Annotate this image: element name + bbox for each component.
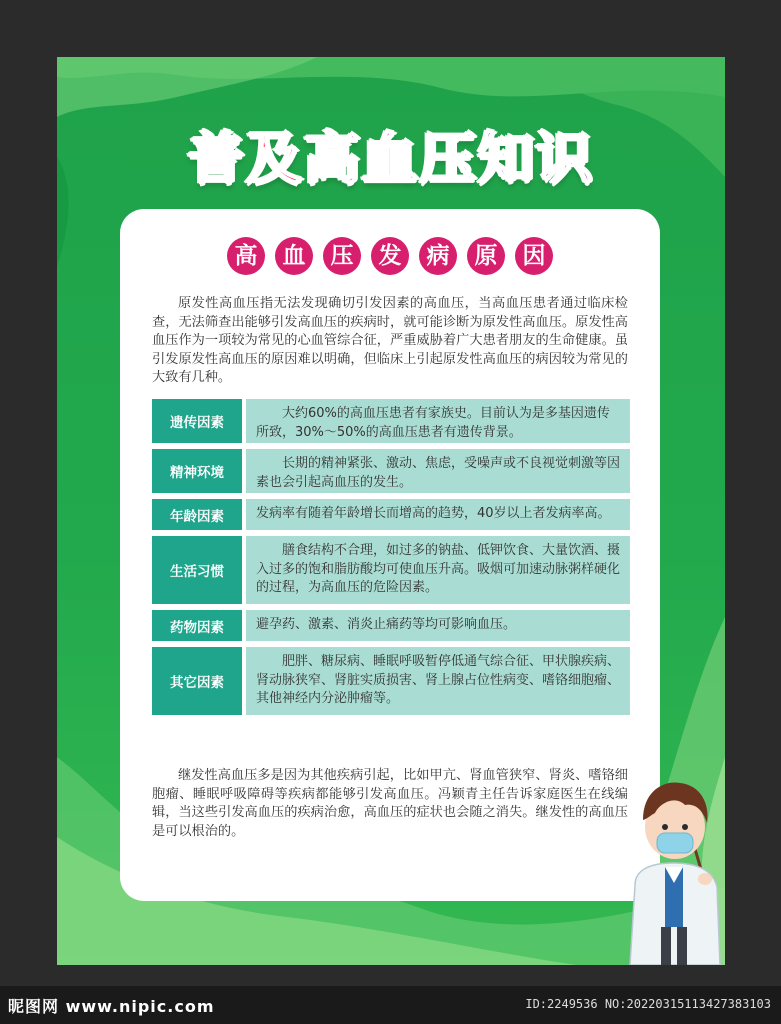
factor-text: 大约60%的高血压患者有家族史。目前认为是多基因遗传所致，30%～50%的高血压患者有遗传背景。 bbox=[246, 399, 630, 443]
factor-row bbox=[152, 499, 630, 530]
factor-row bbox=[152, 536, 630, 604]
watermark-logo: 昵图网 www.nipic.com bbox=[8, 997, 215, 1016]
factor-row bbox=[152, 647, 630, 715]
factor-row bbox=[152, 610, 630, 641]
heading-char: 病 bbox=[419, 237, 457, 275]
factor-text: 长期的精神紧张、激动、焦虑，受噪声或不良视觉刺激等因素也会引起高血压的发生。 bbox=[246, 449, 630, 493]
heading-char: 高 bbox=[227, 237, 265, 275]
heading-char: 发 bbox=[371, 237, 409, 275]
factors-table bbox=[152, 399, 630, 721]
poster-title: 普及高血压知识 bbox=[188, 127, 594, 192]
doctor-illustration bbox=[625, 775, 725, 965]
factor-label: 遗传因素 bbox=[152, 399, 242, 443]
content-card bbox=[120, 209, 660, 901]
watermark-bar bbox=[0, 986, 781, 1024]
heading-char: 原 bbox=[467, 237, 505, 275]
outro-paragraph: 继发性高血压多是因为其他疾病引起，比如甲亢、肾血管狭窄、肾炎、嗜铬细胞瘤、睡眠呼吸障碍等疾病都能够引发高血压。冯颖青主任告诉家庭医生在线编辑，当这些引发高血压的疾病治愈，高血压的症状也会随之消失。继发性的高血压是可以根治的。 bbox=[152, 768, 628, 839]
factor-label: 年龄因素 bbox=[152, 499, 242, 530]
factor-text: 发病率有随着年龄增长而增高的趋势，40岁以上者发病率高。 bbox=[246, 499, 630, 530]
heading-char: 血 bbox=[275, 237, 313, 275]
factor-label: 其它因素 bbox=[152, 647, 242, 715]
heading-char: 压 bbox=[323, 237, 361, 275]
factor-label: 药物因素 bbox=[152, 610, 242, 641]
factor-text: 肥胖、糖尿病、睡眠呼吸暂停低通气综合征、甲状腺疾病、肾动脉狭窄、肾脏实质损害、肾上腺占位性病变、嗜铬细胞瘤、其他神经内分泌肿瘤等。 bbox=[246, 647, 630, 715]
factor-row bbox=[152, 399, 630, 443]
factor-label: 精神环境 bbox=[152, 449, 242, 493]
factor-label: 生活习惯 bbox=[152, 536, 242, 604]
heading-char: 因 bbox=[515, 237, 553, 275]
watermark-id: ID:2249536 NO:20220315113427383103 bbox=[525, 997, 771, 1011]
factor-text: 膳食结构不合理，如过多的钠盐、低钾饮食、大量饮酒、摄入过多的饱和脂肪酸均可使血压升高。吸烟可加速动脉粥样硬化的过程，为高血压的危险因素。 bbox=[246, 536, 630, 604]
factor-text: 避孕药、激素、消炎止痛药等均可影响血压。 bbox=[246, 610, 630, 641]
poster bbox=[57, 57, 725, 965]
face-mask-icon bbox=[657, 833, 693, 853]
section-heading bbox=[120, 237, 660, 275]
factor-row bbox=[152, 449, 630, 493]
intro-paragraph: 原发性高血压指无法发现确切引发因素的高血压，当高血压患者通过临床检查，无法筛查出能够引发高血压的疾病时，就可能诊断为原发性高血压。原发性高血压作为一项较为常见的心血管综合征，严重威胁着广大患者朋友的生命健康。虽引发原发性高血压的原因难以明确，但临床上引起原发性高血压的病因较为常见的大致有几种。 bbox=[152, 296, 628, 385]
